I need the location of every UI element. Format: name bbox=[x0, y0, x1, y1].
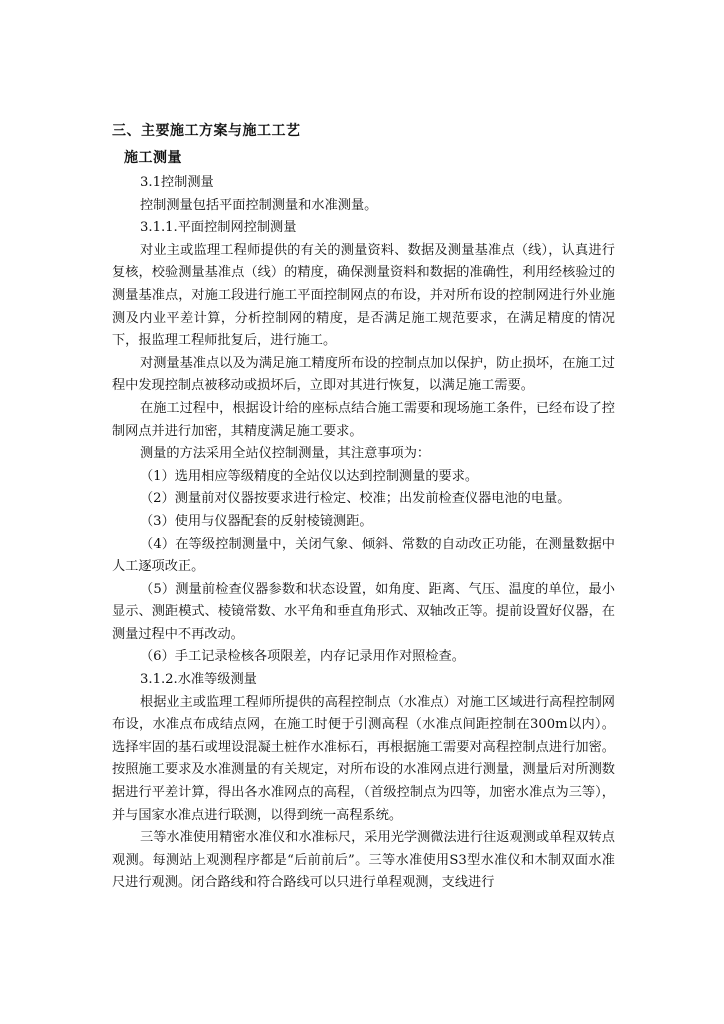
paragraph-point-protection: 对测量基准点以及为满足施工精度所布设的控制点加以保护，防止损坏，在施工过程中发现控制点被移动或损坏后，立即对其进行恢复，以满足施工需要。 bbox=[112, 355, 615, 394]
section-heading: 三、主要施工方案与施工工艺 bbox=[112, 123, 301, 139]
list-item-6: （6）手工记录检核各项限差，内存记录用作对照检查。 bbox=[140, 649, 465, 665]
subsection-heading: 施工测量 bbox=[124, 150, 182, 166]
paragraph-method-notes: 测量的方法采用全站仪控制测量，其注意事项为： bbox=[140, 446, 431, 462]
document-body bbox=[112, 172, 615, 895]
paragraph-control-intro: 控制测量包括平面控制测量和水准测量。 bbox=[140, 197, 378, 213]
paragraph-3-1-2-title: 3.1.2.水准等级测量 bbox=[140, 672, 257, 688]
paragraph-3-1-title: 3.1控制测量 bbox=[140, 175, 214, 190]
list-item-1: （1）选用相应等级精度的全站仪以达到控制测量的要求。 bbox=[140, 468, 479, 484]
paragraph-network-densify: 在施工过程中，根据设计给的座标点结合施工需要和现场施工条件，已经布设了控制网点并进行加密，其精度满足施工要求。 bbox=[112, 400, 615, 439]
list-item-2: （2）测量前对仪器按要求进行检定、校准；出发前检查仪器电池的电量。 bbox=[140, 491, 571, 507]
list-item-4: （4）在等级控制测量中，关闭气象、倾斜、常数的自动改正功能，在测量数据中人工逐项改正。 bbox=[112, 536, 615, 575]
paragraph-3-1-1-title: 3.1.1.平面控制网控制测量 bbox=[140, 220, 297, 236]
paragraph-benchmark-verify: 对业主或监理工程师提供的有关的测量资料、数据及测量基准点（线），认真进行复核，校验测量基准点（线）的精度，确保测量资料和数据的准确性，利用经核验过的测量基准点，对施工段进行施工平面控制网点的布设，并对所布设的控制网进行外业施测及内业平差计算，分析控制网的精度，是否满足施工规范要求，在满足精度的情况下，报监理工程师批复后，进行施工。 bbox=[112, 242, 615, 349]
paragraph-third-order-leveling: 三等水准使用精密水准仪和水准标尺，采用光学测微法进行往返观测或单程双转点观测。每测站上观测程序都是“后前前后”。三等水准使用S3型水准仪和木制双面水准尺进行观测。闭合路线和符合路线可以只进行单程观测，支线进行 bbox=[112, 830, 615, 891]
list-item-3: （3）使用与仪器配套的反射棱镜测距。 bbox=[140, 513, 373, 529]
paragraph-leveling-network: 根据业主或监理工程师所提供的高程控制点（水准点）对施工区域进行高程控制网布设，水准点布成结点网，在施工时便于引测高程（水准点间距控制在300m以内）。选择牢固的基石或埋设混凝土桩作水准标石，再根据施工需要对高程控制点进行加密。按照施工要求及水准测量的有关规定，对所布设的水准网点进行测量，测量后对所测数据进行平差计算，得出各水准网点的高程，（首级控制点为四等，加密水准点为三等），并与国家水准点进行联测，以得到统一高程系统。 bbox=[112, 694, 615, 823]
list-item-5: （5）测量前检查仪器参数和状态设置，如角度、距离、气压、温度的单位，最小显示、测距模式、棱镜常数、水平角和垂直角形式、双轴改正等。提前设置好仪器，在测量过程中不再改动。 bbox=[112, 581, 615, 642]
